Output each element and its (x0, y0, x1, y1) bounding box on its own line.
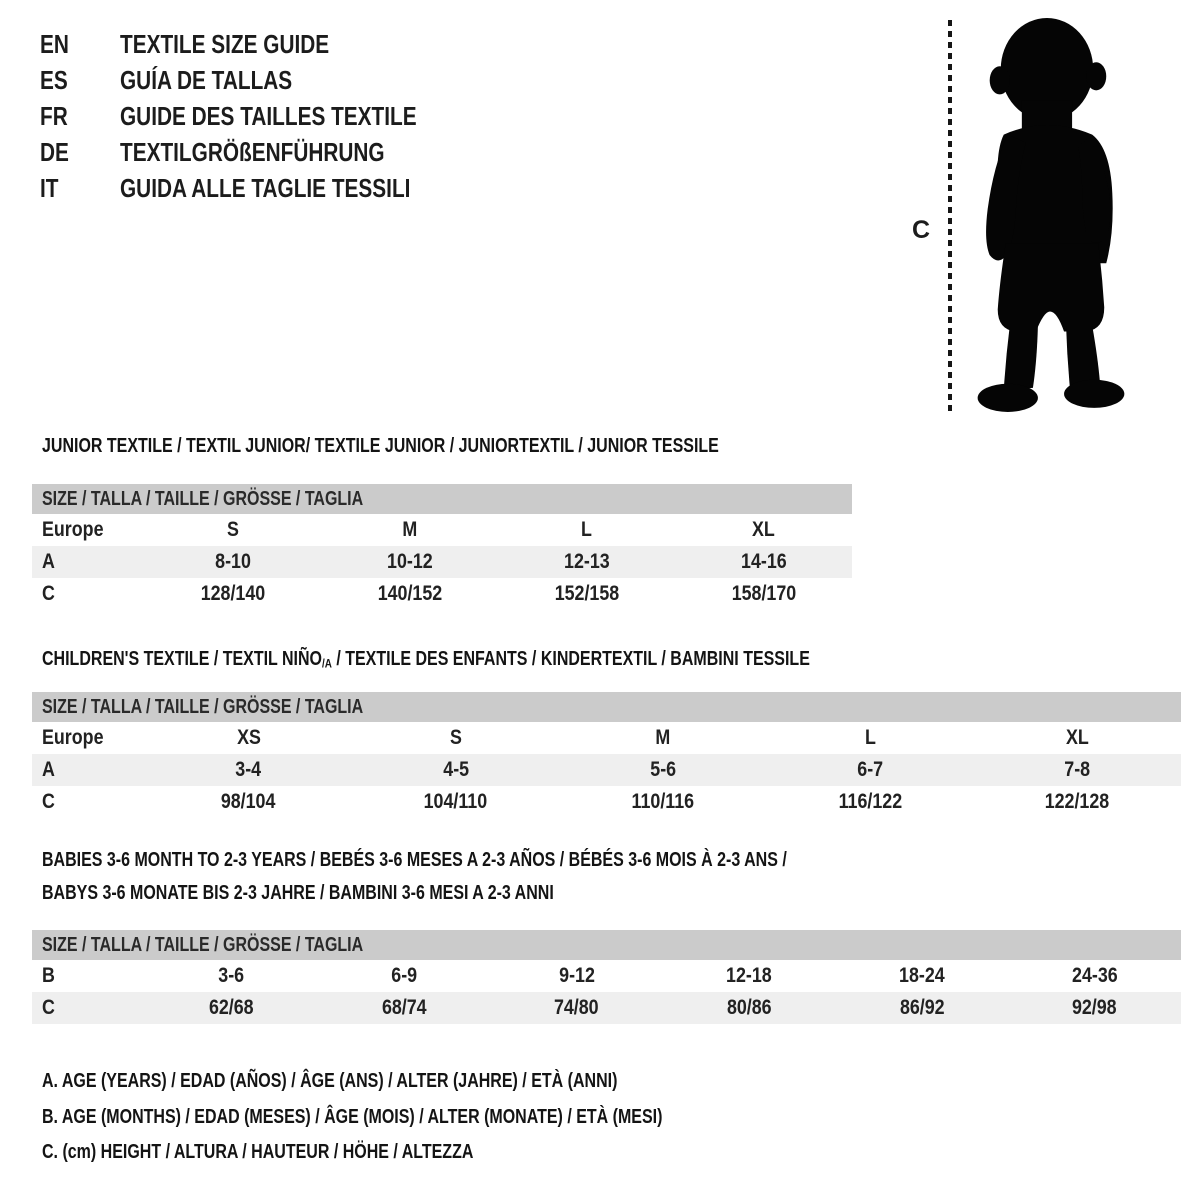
size-header-bar: SIZE / TALLA / TAILLE / GRÖSSE / TAGLIA (32, 930, 1181, 960)
table-row: Europe XS S M L XL (42, 726, 1089, 749)
children-section-title: CHILDREN'S TEXTILE / TEXTIL $NIÑO_{/A}$ / TEXTILE DES ENFANTS / KINDERTEXTIL / BAMBINI TESSILE (42, 648, 810, 671)
language-code: FR (40, 101, 68, 131)
table-row: A 3-4 4-5 5-6 6-7 7-8 (32, 754, 1181, 786)
table-row: C 98/104 104/110 110/116 116/122 122/128 (42, 790, 1110, 813)
table-row: C 128/140 140/152 152/158 158/170 (42, 582, 796, 605)
height-measure-label: C (912, 216, 931, 244)
guide-title-it: GUIDA ALLE TAGLIE TESSILI (120, 173, 411, 203)
size-header-bar: SIZE / TALLA / TAILLE / GRÖSSE / TAGLIA (32, 484, 852, 514)
table-row: A 8-10 10-12 12-13 14-16 (32, 546, 852, 578)
footnote-legend (42, 1064, 818, 1171)
table-row: C 62/68 68/74 74/80 80/86 86/92 92/98 (32, 992, 1181, 1024)
babies-size-table (32, 930, 1181, 1024)
table-row: B 3-6 6-9 9-12 12-18 18-24 24-36 (42, 964, 1118, 987)
guide-title-fr: GUIDE DES TAILLES TEXTILE (120, 101, 417, 131)
junior-size-table (32, 484, 852, 610)
size-header-bar: SIZE / TALLA / TAILLE / GRÖSSE / TAGLIA (32, 692, 1181, 722)
nino-a-subscript: /A (321, 656, 332, 671)
language-code: ES (40, 65, 68, 95)
language-code: DE (40, 137, 69, 167)
guide-title-en: TEXTILE SIZE GUIDE (120, 29, 330, 59)
baby-silhouette-image (963, 12, 1145, 424)
guide-title-de: TEXTILGRÖßENFÜHRUNG (120, 137, 385, 167)
babies-section-title: BABIES 3-6 MONTH TO 2-3 YEARS / BEBÉS 3-6 MESES A 2-3 AÑOS / BÉBÉS 3-6 MOIS À 2-3 ANS / BABYS 3-6 MONATE BIS 2-3 JAHRE / BAMBINI 3-6 MESI A 2-3 ANNI (42, 849, 787, 904)
footnote-c: C. (cm) HEIGHT / ALTURA / HAUTEUR / HÖHE / ALTEZZA (42, 1141, 474, 1163)
guide-title-es: GUÍA DE TALLAS (120, 65, 293, 95)
footnote-b: B. AGE (MONTHS) / EDAD (MESES) / ÂGE (MOIS) / ALTER (MONATE) / ETÀ (MESI) (42, 1105, 663, 1128)
table-row: Europe S M L XL (42, 518, 776, 541)
junior-section-title: JUNIOR TEXTILE / TEXTIL JUNIOR/ TEXTILE JUNIOR / JUNIORTEXTIL / JUNIOR TESSILE (42, 435, 719, 457)
language-code: EN (40, 29, 69, 59)
height-measure-dashed-line (948, 20, 952, 416)
children-size-table (32, 692, 1181, 818)
language-title-list (40, 26, 491, 206)
footnote-a: A. AGE (YEARS) / EDAD (AÑOS) / ÂGE (ANS) / ALTER (JAHRE) / ETÀ (ANNI) (42, 1070, 618, 1092)
language-code: IT (40, 173, 59, 203)
